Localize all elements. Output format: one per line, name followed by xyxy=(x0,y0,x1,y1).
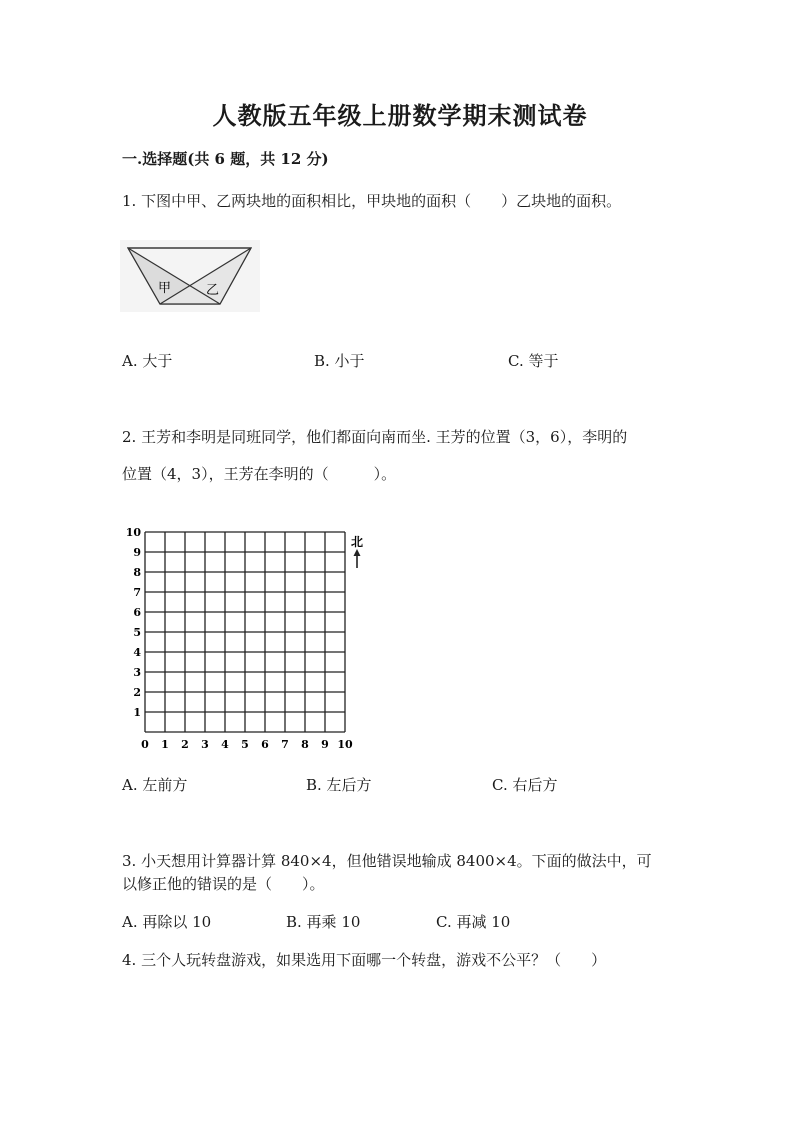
y-tick-label: 10 xyxy=(125,526,141,539)
question-3-text-line2: 以修正他的错误的是（ ）。 xyxy=(122,875,325,893)
page-title: 人教版五年级上册数学期末测试卷 xyxy=(212,101,588,130)
x-tick-label: 2 xyxy=(181,738,189,751)
y-tick-label: 9 xyxy=(133,546,141,559)
y-tick-label: 3 xyxy=(133,666,141,679)
q3-option-a[interactable]: A. 再除以 10 xyxy=(122,913,212,931)
label-jia: 甲 xyxy=(158,281,172,296)
q1-option-a[interactable]: A. 大于 xyxy=(122,352,173,370)
label-yi: 乙 xyxy=(206,283,220,298)
q1-option-c[interactable]: C. 等于 xyxy=(508,352,559,370)
q3-option-b[interactable]: B. 再乘 10 xyxy=(286,913,361,931)
x-tick-label: 8 xyxy=(301,738,309,751)
y-tick-label: 1 xyxy=(133,706,141,719)
question-1-text: 1. 下图中甲、乙两块地的面积相比，甲块地的面积（ ）乙块地的面积。 xyxy=(122,192,622,210)
x-tick-label: 0 xyxy=(141,738,149,751)
x-tick-label: 5 xyxy=(241,738,249,751)
north-label: 北 xyxy=(350,535,364,549)
x-tick-label: 3 xyxy=(201,738,209,751)
q3-option-c[interactable]: C. 再减 10 xyxy=(436,913,511,931)
q2-option-a[interactable]: A. 左前方 xyxy=(122,776,188,794)
q1-option-b[interactable]: B. 小于 xyxy=(314,352,365,370)
x-tick-label: 1 xyxy=(161,738,169,751)
x-tick-label: 4 xyxy=(221,738,229,751)
coordinate-grid xyxy=(125,520,375,751)
q2-option-c[interactable]: C. 右后方 xyxy=(492,776,558,794)
question-2-text-line1: 2. 王芳和李明是同班同学，他们都面向南而坐. 王芳的位置（3，6），李明的 xyxy=(122,428,628,446)
q2-option-b[interactable]: B. 左后方 xyxy=(306,776,372,794)
y-tick-label: 5 xyxy=(133,626,141,639)
north-arrow-icon xyxy=(354,549,361,556)
y-tick-label: 8 xyxy=(133,566,141,579)
y-tick-label: 4 xyxy=(133,646,141,659)
y-tick-label: 6 xyxy=(133,606,141,619)
x-tick-label: 9 xyxy=(321,738,329,751)
x-tick-label: 7 xyxy=(281,738,289,751)
question-3-text-line1: 3. 小天想用计算器计算 840×4，但他错误地输成 8400×4。下面的做法中，可 xyxy=(122,852,652,870)
question-4-text: 4. 三个人玩转盘游戏，如果选用下面哪一个转盘，游戏不公平？（ ） xyxy=(122,951,607,969)
section-heading: 一.选择题(共 6 题，共 12 分) xyxy=(122,150,329,168)
x-tick-label: 10 xyxy=(337,738,353,751)
x-tick-label: 6 xyxy=(261,738,269,751)
question-2-text-line2: 位置（4，3），王芳在李明的（ ）。 xyxy=(122,465,397,483)
y-tick-label: 2 xyxy=(133,686,141,699)
question-1-figure xyxy=(120,240,260,312)
y-tick-label: 7 xyxy=(133,586,141,599)
